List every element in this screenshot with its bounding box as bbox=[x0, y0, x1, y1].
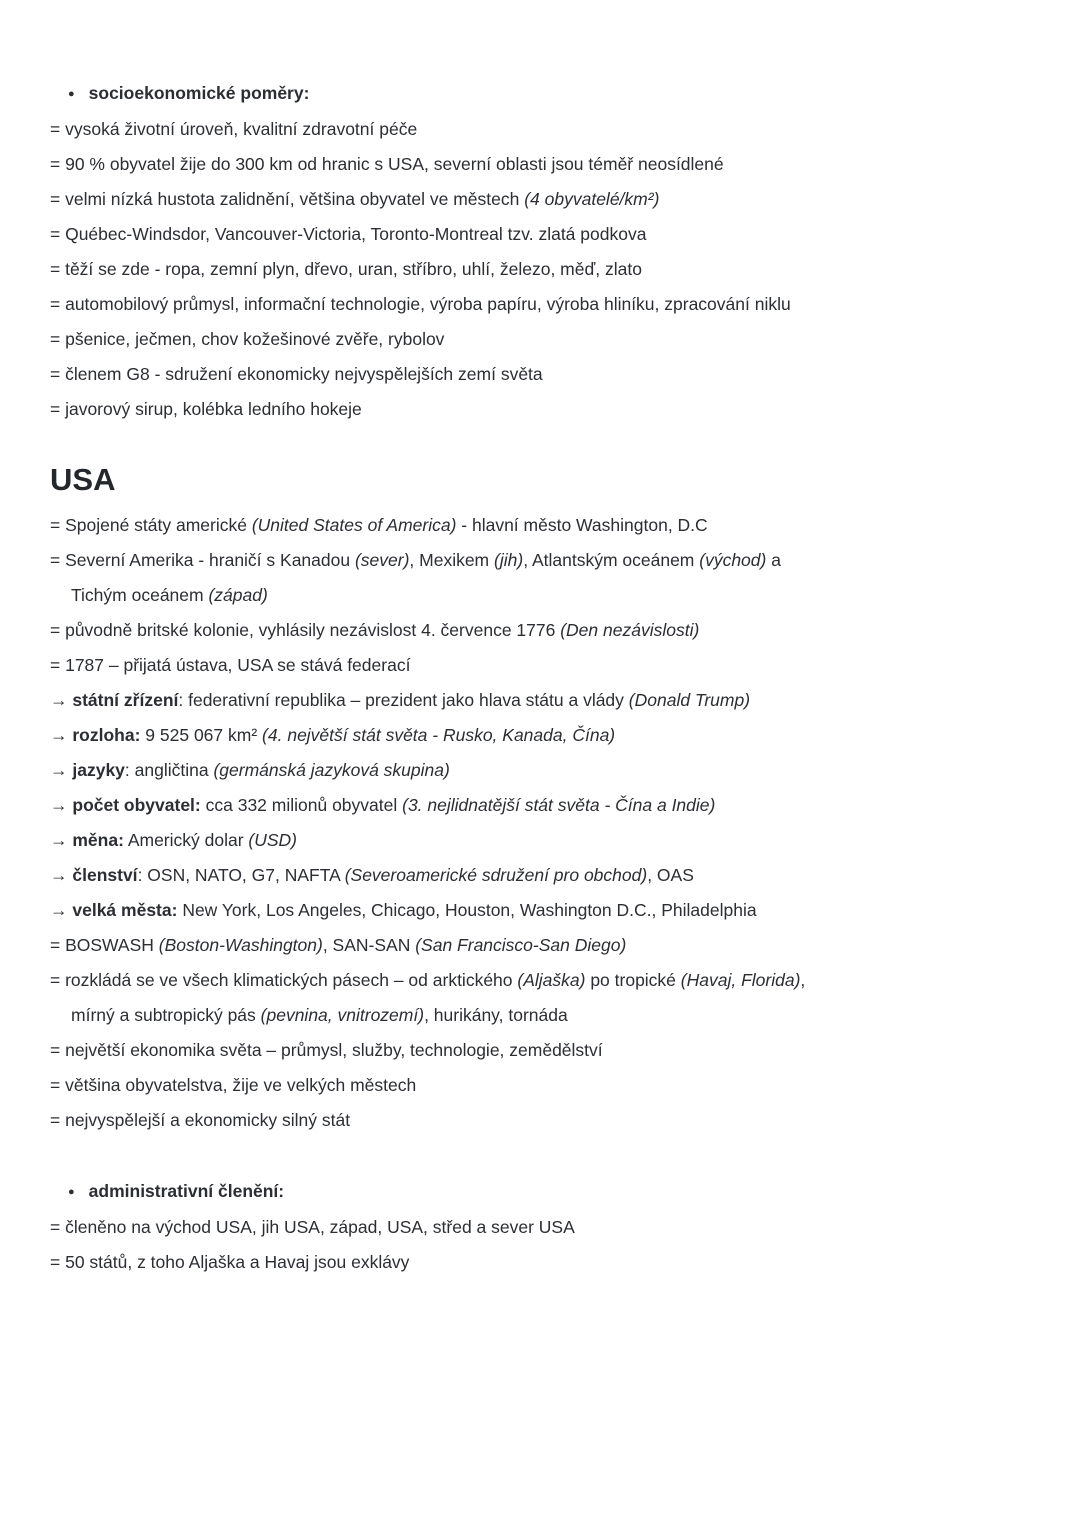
note-line bbox=[50, 823, 1050, 858]
parenthetical-note: (Den nezávislosti) bbox=[560, 620, 700, 640]
document-content bbox=[50, 76, 1050, 1280]
text-segment: = vysoká životní úroveň, kvalitní zdravotní péče bbox=[50, 119, 418, 139]
parenthetical-note: (4 obyvatelé/km²) bbox=[524, 189, 660, 209]
text-segment: → bbox=[50, 900, 73, 920]
parenthetical-note: (3. nejlidnatější stát světa - Čína a Indie) bbox=[402, 795, 716, 815]
text-segment: : OSN, NATO, G7, NAFTA bbox=[137, 865, 345, 885]
text-segment: → bbox=[50, 760, 73, 780]
text-segment: = Spojené státy americké bbox=[50, 515, 252, 535]
note-line bbox=[50, 718, 1050, 753]
note-line bbox=[50, 1103, 1050, 1138]
text-segment: = původně britské kolonie, vyhlásily nezávislost 4. července 1776 bbox=[50, 620, 561, 640]
note-line bbox=[50, 753, 1050, 788]
text-segment: cca 332 milionů obyvatel bbox=[200, 795, 403, 815]
note-line bbox=[50, 683, 1050, 718]
text-segment: Tichým oceánem bbox=[71, 585, 209, 605]
text-segment: → bbox=[50, 725, 73, 745]
text-segment: = 50 států, z toho Aljaška a Havaj jsou exklávy bbox=[50, 1252, 410, 1272]
parenthetical-note: (Boston-Washington) bbox=[158, 935, 323, 955]
parenthetical-note: (východ) bbox=[699, 550, 767, 570]
text-segment: = 1787 – přijatá ústava, USA se stává federací bbox=[50, 655, 411, 675]
term-label: státní zřízení bbox=[72, 690, 179, 710]
note-line bbox=[50, 998, 1050, 1033]
term-label: členství bbox=[72, 865, 138, 885]
note-line bbox=[50, 217, 1050, 252]
note-line bbox=[50, 1068, 1050, 1103]
text-segment: : federativní republika – prezident jako hlava státu a vlády bbox=[178, 690, 629, 710]
note-line bbox=[50, 252, 1050, 287]
text-segment: , bbox=[800, 970, 806, 990]
note-line bbox=[50, 928, 1050, 963]
text-segment: → bbox=[50, 795, 73, 815]
text-segment: : angličtina bbox=[124, 760, 214, 780]
note-line bbox=[50, 1245, 1050, 1280]
term-label: velká města: bbox=[72, 900, 178, 920]
parenthetical-note: (Donald Trump) bbox=[628, 690, 751, 710]
text-segment: = automobilový průmysl, informační technologie, výroba papíru, výroba hliníku, zpracování niklu bbox=[50, 294, 791, 314]
note-line bbox=[50, 613, 1050, 648]
text-segment: = členěno na východ USA, jih USA, západ, USA, střed a sever USA bbox=[50, 1217, 575, 1237]
text-segment: , SAN-SAN bbox=[322, 935, 416, 955]
note-line bbox=[50, 508, 1050, 543]
parenthetical-note: (západ) bbox=[208, 585, 268, 605]
section-heading: USA bbox=[50, 462, 116, 497]
note-line bbox=[50, 543, 1050, 578]
note-line bbox=[50, 1033, 1050, 1068]
parenthetical-note: (USD) bbox=[248, 830, 298, 850]
parenthetical-note: (San Francisco-San Diego) bbox=[415, 935, 627, 955]
bullet-icon: ● bbox=[68, 88, 75, 100]
text-segment: = většina obyvatelstva, žije ve velkých městech bbox=[50, 1075, 417, 1095]
text-segment: = 90 % obyvatel žije do 300 km od hranic s USA, severní oblasti jsou téměř neosídlené bbox=[50, 154, 724, 174]
note-line bbox=[50, 858, 1050, 893]
text-segment: New York, Los Angeles, Chicago, Houston, Washington D.C., Philadelphia bbox=[177, 900, 757, 920]
note-line bbox=[50, 112, 1050, 147]
text-segment: , Atlantským oceánem bbox=[523, 550, 700, 570]
note-line bbox=[50, 1210, 1050, 1245]
parenthetical-note: (Severoamerické sdružení pro obchod) bbox=[344, 865, 648, 885]
parenthetical-note: (Aljaška) bbox=[517, 970, 586, 990]
text-segment: = Severní Amerika - hraničí s Kanadou bbox=[50, 550, 355, 570]
bullet-title-text: socioekonomické poměry: bbox=[88, 83, 310, 103]
note-line bbox=[50, 392, 1050, 427]
note-line bbox=[50, 182, 1050, 217]
bullet-icon: ● bbox=[68, 1186, 75, 1198]
text-segment: = členem G8 - sdružení ekonomicky nejvyspělejších zemí světa bbox=[50, 364, 543, 384]
note-line bbox=[50, 578, 1050, 613]
text-segment: = BOSWASH bbox=[50, 935, 159, 955]
note-line bbox=[50, 287, 1050, 322]
text-segment: = velmi nízká hustota zalidnění, většina obyvatel ve městech bbox=[50, 189, 525, 209]
term-label: rozloha: bbox=[72, 725, 141, 745]
term-label: měna: bbox=[72, 830, 124, 850]
text-segment: → bbox=[50, 830, 73, 850]
text-segment: → bbox=[50, 865, 73, 885]
note-line bbox=[50, 322, 1050, 357]
text-segment: = rozkládá se ve všech klimatických pásech – od arktického bbox=[50, 970, 518, 990]
text-segment: = největší ekonomika světa – průmysl, služby, technologie, zemědělství bbox=[50, 1040, 603, 1060]
text-segment: , hurikány, tornáda bbox=[424, 1005, 568, 1025]
parenthetical-note: (jih) bbox=[494, 550, 524, 570]
bullet-title-text: administrativní členění: bbox=[88, 1181, 285, 1201]
parenthetical-note: (4. největší stát světa - Rusko, Kanada, Čína) bbox=[262, 725, 616, 745]
parenthetical-note: (pevnina, vnitrozemí) bbox=[260, 1005, 425, 1025]
text-segment: Americký dolar bbox=[123, 830, 249, 850]
text-segment: = těží se zde - ropa, zemní plyn, dřevo, uran, stříbro, uhlí, železo, měď, zlato bbox=[50, 259, 642, 279]
text-segment: , Mexikem bbox=[409, 550, 495, 570]
text-segment: → bbox=[50, 690, 73, 710]
text-segment: = pšenice, ječmen, chov kožešinové zvěře, rybolov bbox=[50, 329, 445, 349]
parenthetical-note: (Havaj, Florida) bbox=[680, 970, 801, 990]
parenthetical-note: (germánská jazyková skupina) bbox=[213, 760, 450, 780]
note-line bbox=[50, 357, 1050, 392]
bullet-title bbox=[50, 1174, 1050, 1210]
note-line bbox=[50, 147, 1050, 182]
note-line bbox=[50, 648, 1050, 683]
text-segment: 9 525 067 km² bbox=[140, 725, 263, 745]
term-label: počet obyvatel: bbox=[72, 795, 201, 815]
term-label: jazyky bbox=[72, 760, 125, 780]
text-segment: , OAS bbox=[647, 865, 694, 885]
text-segment: = Québec-Windsdor, Vancouver-Victoria, Toronto-Montreal tzv. zlatá podkova bbox=[50, 224, 647, 244]
parenthetical-note: (United States of America) bbox=[251, 515, 457, 535]
text-segment: a bbox=[766, 550, 781, 570]
text-segment: = javorový sirup, kolébka ledního hokeje bbox=[50, 399, 362, 419]
note-line bbox=[50, 893, 1050, 928]
text-segment: - hlavní město Washington, D.C bbox=[456, 515, 708, 535]
text-segment: po tropické bbox=[585, 970, 681, 990]
bullet-title bbox=[50, 76, 1050, 112]
note-line bbox=[50, 788, 1050, 823]
text-segment: = nejvyspělejší a ekonomicky silný stát bbox=[50, 1110, 351, 1130]
parenthetical-note: (sever) bbox=[354, 550, 410, 570]
note-line bbox=[50, 963, 1050, 998]
text-segment: mírný a subtropický pás bbox=[71, 1005, 261, 1025]
